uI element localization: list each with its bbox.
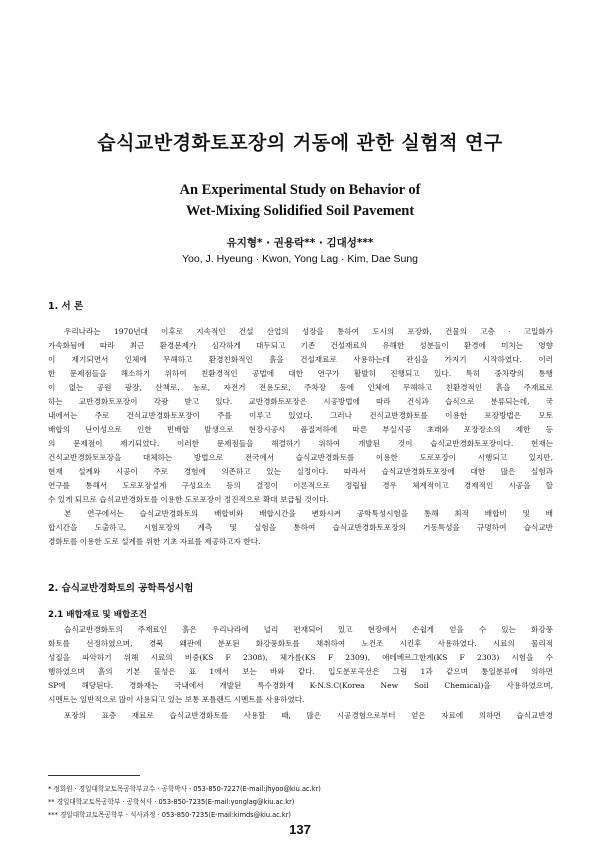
section-1-line: 우리나라는 1970년대 이후로 지속적인 건설 산업의 성장을 통하여 도시의 포장화, 건물의 고층 · 고밀화가 — [64, 327, 553, 336]
section-1-line: 건식교반경화토포장을 대체하는 방법으로 전국에서 습식교반경화토를 이용한 도로포장이 시행되고 있지만, — [48, 453, 553, 462]
footnote-author-2: ** 경일대학교토목공학부 · 공학석사 · 053-850-7235(E-mail:yonglag@kiu.ac.kr) — [48, 798, 295, 806]
section-1-line: 내에서는 주로 건식교반경화토포장이 주를 이루고 있었다. 그러나 건식교반경화토를 이용한 포장방법은 모토 — [48, 411, 553, 420]
section-1-heading: 1. 서 론 — [48, 301, 84, 312]
section-1-line: 연구를 통해서 도로포장설계 구성요소 등의 결정이 이론적으로 정립될 경우 체계적이고 경제적인 시공을 할 — [48, 481, 553, 490]
title-english-line-2: Wet-Mixing Solidified Soil Pavement — [185, 203, 415, 219]
section-2-line: 화토를 선정하였으며, 경북 왜관에 분포된 화강풍화토를 채취하여 노건조 시킨후 사용하였다. 시료의 물리적 — [48, 639, 553, 648]
section-2-line: SP에 해당된다. 경화재는 국내에서 개발된 특수경화재 K-N.S.C(Korea New Soil Chemical)을 사용하였으며, — [48, 681, 553, 690]
section-2-line: 성질을 파악하기 위해 시료의 비중(KS F 2308), 체가름(KS F 2309), 애테베르그한계(KS F 2303) 시험을 수 — [48, 653, 553, 662]
section-1-line: 이 제기되면서 인체에 무해하고 환경친화적인 흙을 건설재료로 사용하는데 관심을 가지기 시작하였다. 이러 — [48, 355, 553, 364]
section-1-line: 이 없는 공원 광장, 산책로, 농로, 자전거 전용도로, 주차장 등에 인체에 무해하고 친환경적인 흙을 주재료로 — [48, 383, 553, 392]
section-1-line: 현재 설계와 시공이 주로 경험에 의존하고 있는 실정이다. 따라서 습식교반경화토포장에 대한 많은 실험과 — [48, 467, 553, 476]
authors-english: Yoo, J. Hyeung · Kwon, Yong Lag · Kim, Dae Sung — [181, 253, 418, 265]
section-1-line: 본 연구에서는 습식교반경화토의 배합비와 배합시간을 변화시켜 공학특성시험을 통해 최적 배합비 및 배 — [64, 509, 553, 518]
title-english-line-1: An Experimental Study on Behavior of — [179, 182, 421, 198]
section-1-line: 배합의 난이성으로 인한 빈배합 발생으로 현장시공시 품질저하에 따른 부실시공 초래와 포장장소의 제한 등 — [48, 425, 553, 434]
paper-title-korean: 습식교반경화토포장의 거동에 관한 실험적 연구 — [97, 132, 503, 154]
section-2-1-subheading: 2.1 배합재료 및 배합조건 — [48, 610, 147, 620]
page-number: 137 — [289, 822, 311, 837]
section-2-line: 포장의 표층 재료로 습식교반경화토를 사용할 때, 많은 시공경험으로부터 얻은 자료에 의하면 습식교반경 — [64, 711, 553, 720]
section-1-line: 수 있게 되므로 습식교반경화토를 이용한 도로포장이 정진적으로 확대 보급될 것이다. — [48, 495, 329, 504]
authors-korean: 유지형* · 권용락** · 김대성*** — [226, 237, 374, 249]
section-1-line: 가속화됨에 따라 최근 환경문제가 심각하게 대두되고 기존 건설재료의 유해한 성분들이 환경에 미치는 영향 — [48, 341, 553, 350]
section-1-line: 한 문제점들을 해소하기 위하여 친환경적인 공법에 대한 연구가 활발히 진행되고 있다. 특히 중차량의 통행 — [48, 369, 553, 378]
footnote-divider — [48, 775, 140, 776]
footnote-author-3: *** 경일대학교토목공학부 · 석사과정 · 053-850-7235(E-mail:kimds@kiu.ac.kr) — [48, 811, 291, 819]
section-2-heading: 2. 습식교반경화토의 공학특성시험 — [48, 583, 194, 594]
footnote-author-1: * 정회원 · 경일대학교토목공학부교수 · 공학박사 · 053-850-7227(E-mail:jhyoo@kiu.ac.kr) — [48, 785, 321, 793]
section-1-line: 합시간을 도출하고, 시험포장의 계측 및 실험을 통하여 습식교반경화토포장의 거동특성을 규명하여 습식교반 — [48, 523, 553, 532]
section-1-line: 하는 교반경화토포장이 각광 받고 있다. 교반경화토포장은 시공방법에 따라 건식과 습식으로 분류되는데, 국 — [48, 397, 553, 406]
section-2-line: 습식교반경화토의 주재료인 흙은 우리나라에 널리 편재되어 있고 현장에서 손쉽게 얻을 수 있는 화강풍 — [64, 625, 553, 634]
section-2-line: 시멘트는 일반적으로 많이 사용되고 있는 보통 포틀랜드 시멘트를 사용하였다. — [48, 695, 305, 704]
paper-title-english — [0, 180, 600, 222]
section-1-line: 경화토를 이용한 도로 설계를 위한 기초 자료를 제공하고자 한다. — [48, 537, 261, 546]
section-2-line: 행하였으며 흙의 기본 물성은 표 1에서 보는 바와 같다. 입도분포곡선은 그림 1과 같으며 통일분류에 의하면 — [48, 667, 553, 676]
section-1-line: 의 문제점이 제기되었다. 이러한 문제점들을 해결하기 위하여 개발된 것이 습식교반경화토포장이다. 현재는 — [48, 439, 553, 448]
